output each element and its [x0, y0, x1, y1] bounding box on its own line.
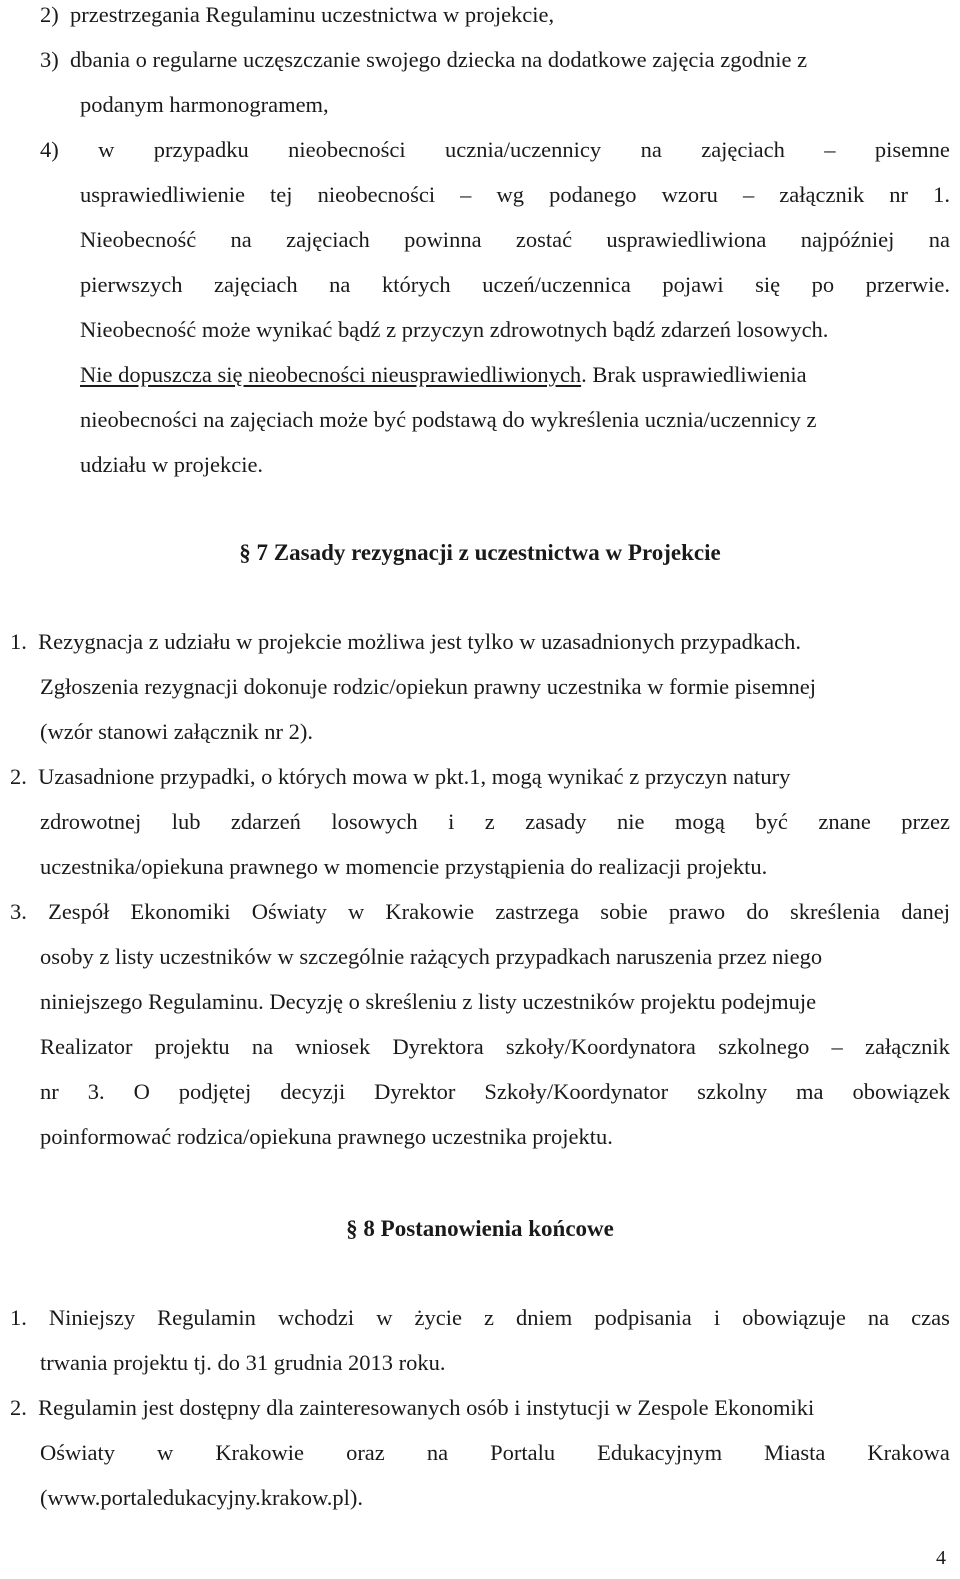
word: szkoły/Koordynatora — [505, 1034, 696, 1059]
word: na — [426, 1440, 449, 1465]
word: czas — [911, 1305, 950, 1330]
word: 1. — [933, 182, 950, 207]
word: życie — [414, 1305, 462, 1330]
word: do — [746, 899, 769, 924]
word: podjętej — [178, 1079, 252, 1104]
word: przez — [901, 809, 950, 834]
word: Realizator — [40, 1034, 133, 1059]
word: zasady — [525, 809, 587, 834]
word: zajęciach — [701, 137, 785, 162]
word: 1. — [10, 1305, 27, 1330]
word: i — [448, 809, 455, 834]
s8-paragraph-1-line-1 — [10, 1303, 950, 1333]
word: w — [376, 1305, 393, 1330]
word: dniem — [516, 1305, 573, 1330]
list-item-3-line-2: podanym harmonogramem, — [80, 92, 329, 117]
word: z — [484, 809, 495, 834]
section-7-heading: § 7 Zasady rezygnacji z uczestnictwa w Projekcie — [239, 540, 721, 565]
word: nieobecności — [317, 182, 436, 207]
s7-paragraph-1-line-1: 1. Rezygnacja z udziału w projekcie możliwa jest tylko w uzasadnionych przypadkach. — [10, 629, 801, 654]
word: podpisania — [594, 1305, 692, 1330]
s7-paragraph-3-line-6: poinformować rodzica/opiekuna prawnego uczestnika projektu. — [40, 1124, 613, 1149]
word: załącznik — [864, 1034, 950, 1059]
word: pojawi — [662, 272, 724, 297]
s8-paragraph-1-line-2: trwania projektu tj. do 31 grudnia 2013 roku. — [40, 1350, 446, 1375]
word: i — [713, 1305, 721, 1330]
list-item-4-line-1 — [40, 135, 950, 165]
word: 3. — [87, 1079, 105, 1104]
word: zdrowotnej — [40, 809, 142, 834]
word: Niniejszy — [48, 1305, 136, 1330]
word: zajęciach — [286, 227, 370, 252]
word: wchodzi — [277, 1305, 355, 1330]
s7-paragraph-2-line-1: 2. Uzasadnione przypadki, o których mowa w pkt.1, mogą wynikać z przyczyn natury — [10, 764, 791, 789]
word: obowiązek — [852, 1079, 950, 1104]
word: pisemne — [874, 137, 950, 162]
word: 4) — [40, 137, 59, 162]
word: się — [755, 272, 781, 297]
word: danej — [901, 899, 950, 924]
word: tej — [270, 182, 293, 207]
s7-paragraph-2-line-2 — [40, 807, 950, 837]
s7-paragraph-1-line-2: Zgłoszenia rezygnacji dokonuje rodzic/opiekun prawny uczestnika w formie pisemnej — [40, 674, 816, 699]
word: Krakowie — [215, 1440, 305, 1465]
word: Zespół — [48, 899, 110, 924]
word: Miasta — [764, 1440, 826, 1465]
word: decyzji — [280, 1079, 346, 1104]
s7-paragraph-2-line-3: uczestnika/opiekuna prawnego w momencie przystąpienia do realizacji projektu. — [40, 854, 768, 879]
section-8-heading: § 8 Postanowienia końcowe — [346, 1216, 614, 1241]
word: uczeń/uczennica — [482, 272, 631, 297]
list-item-4-line-8: udziału w projekcie. — [80, 452, 264, 477]
word: znane — [818, 809, 871, 834]
word: 3. — [10, 899, 27, 924]
word: wniosek — [295, 1034, 371, 1059]
plain-text: . Brak usprawiedliwienia — [581, 362, 807, 387]
s7-paragraph-3-line-5 — [40, 1077, 950, 1107]
word: Krakowie — [385, 899, 475, 924]
word: w — [98, 137, 115, 162]
word: Ekonomiki — [130, 899, 231, 924]
word: na — [867, 1305, 890, 1330]
word: nr — [40, 1079, 59, 1104]
word: Dyrektora — [392, 1034, 484, 1059]
word: oraz — [346, 1440, 385, 1465]
word: Oświaty — [40, 1440, 115, 1465]
word: usprawiedliwiona — [606, 227, 767, 252]
word: na — [928, 227, 950, 252]
list-item-4-line-2 — [80, 180, 950, 210]
word: Szkoły/Koordynator — [484, 1079, 669, 1104]
word: zdarzeń — [230, 809, 301, 834]
word: – — [824, 137, 836, 162]
word: ucznia/uczennicy — [445, 137, 602, 162]
word: załącznik — [779, 182, 865, 207]
list-item-2: 2) przestrzegania Regulaminu uczestnictwa w projekcie, — [40, 2, 555, 27]
word: wzoru — [661, 182, 718, 207]
word: Oświaty — [251, 899, 327, 924]
word: projektu — [154, 1034, 230, 1059]
word: najpóźniej — [800, 227, 895, 252]
underlined-text: Nie dopuszcza się nieobecności nieusprawiedliwionych — [80, 362, 582, 387]
word: na — [251, 1034, 274, 1059]
word: na — [329, 272, 351, 297]
word: których — [381, 272, 451, 297]
word: przerwie. — [865, 272, 950, 297]
word: Portalu — [490, 1440, 556, 1465]
list-item-4-line-3 — [80, 225, 950, 255]
word: nieobecności — [288, 137, 406, 162]
word: Nieobecność — [80, 227, 197, 252]
s7-paragraph-3-line-1 — [10, 897, 950, 927]
word: powinna — [404, 227, 482, 252]
word: prawo — [668, 899, 726, 924]
word: na — [640, 137, 662, 162]
list-item-4-line-6 — [80, 360, 807, 390]
word: w — [157, 1440, 174, 1465]
word: sobie — [600, 899, 648, 924]
word: w — [347, 899, 365, 924]
word: zastrzega — [495, 899, 579, 924]
word: Edukacyjnym — [597, 1440, 723, 1465]
list-item-4-line-4 — [80, 270, 950, 300]
word: ma — [796, 1079, 824, 1104]
word: szkolny — [697, 1079, 768, 1104]
s8-paragraph-2-line-1: 2. Regulamin jest dostępny dla zainteresowanych osób i instytucji w Zespole Ekonomiki — [10, 1395, 815, 1420]
word: podanego — [549, 182, 637, 207]
word: – — [742, 182, 755, 207]
word: Krakowa — [867, 1440, 950, 1465]
list-item-4-line-5: Nieobecność może wynikać bądź z przyczyn zdrowotnych bądź zdarzeń losowych. — [80, 317, 829, 342]
s7-paragraph-1-line-3: (wzór stanowi załącznik nr 2). — [40, 719, 314, 744]
word: zajęciach — [213, 272, 298, 297]
word: nie — [616, 809, 645, 834]
word: po — [811, 272, 835, 297]
page-number: 4 — [936, 1547, 946, 1569]
s8-paragraph-2-line-2 — [40, 1438, 950, 1468]
word: Dyrektor — [374, 1079, 456, 1104]
word: pierwszych — [80, 272, 183, 297]
word: lub — [171, 809, 201, 834]
word: z — [483, 1305, 494, 1330]
word: nr — [889, 182, 909, 207]
word: mogą — [674, 809, 725, 834]
word: – — [831, 1034, 843, 1059]
word: losowych — [331, 809, 418, 834]
word: usprawiedliwienie — [80, 182, 245, 207]
word: obowiązuje — [742, 1305, 846, 1330]
word: na — [230, 227, 252, 252]
word: Regulamin — [157, 1305, 256, 1330]
word: szkolnego — [718, 1034, 810, 1059]
s7-paragraph-3-line-2: osoby z listy uczestników w szczególnie rażących przypadkach naruszenia przez niego — [40, 944, 823, 969]
word: przypadku — [153, 137, 249, 162]
word: O — [133, 1079, 150, 1104]
word: – — [460, 182, 472, 207]
word: skreślenia — [790, 899, 881, 924]
s7-paragraph-3-line-3: niniejszego Regulaminu. Decyzję o skreśleniu z listy uczestników projektu podejmuje — [40, 989, 817, 1014]
s7-paragraph-3-line-4 — [40, 1032, 950, 1062]
s8-paragraph-2-line-3: (www.portaledukacyjny.krakow.pl). — [40, 1485, 364, 1510]
list-item-3-line-1: 3) dbania o regularne uczęszczanie swojego dziecka na dodatkowe zajęcia zgodnie z — [40, 47, 808, 72]
list-item-4-line-7: nieobecności na zajęciach może być podstawą do wykreślenia ucznia/uczennicy z — [80, 407, 817, 432]
word: wg — [496, 182, 524, 207]
word: zostać — [515, 227, 573, 252]
word: być — [755, 809, 788, 834]
